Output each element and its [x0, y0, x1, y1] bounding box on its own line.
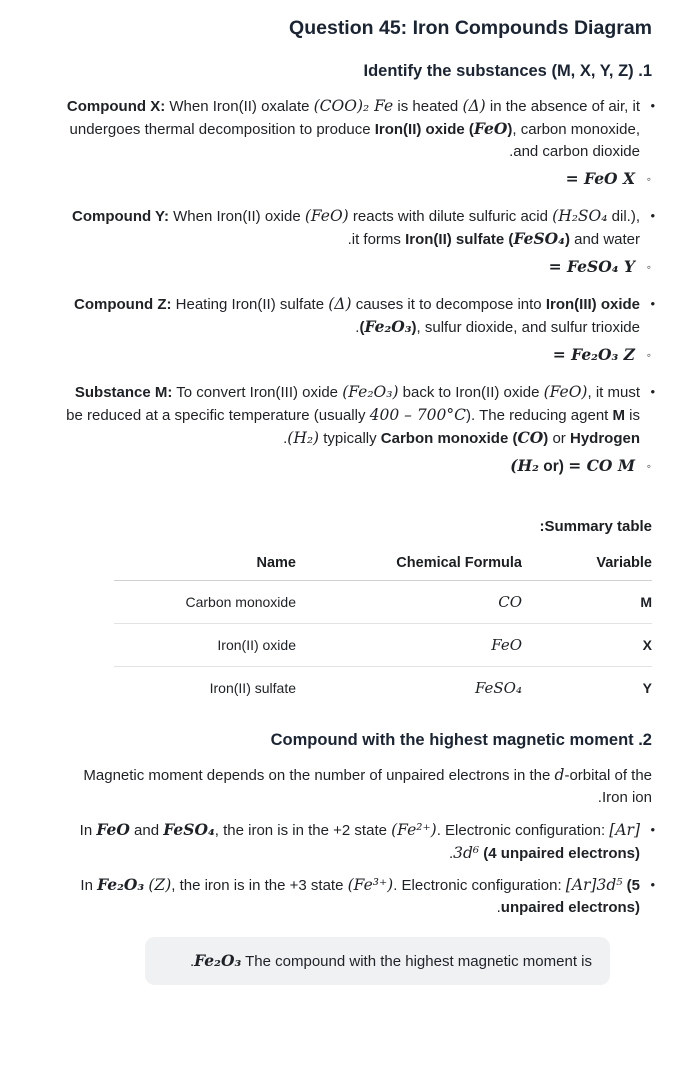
list-item-fe2-state: [48, 819, 655, 865]
text-segment: (Fe₂O₃): [342, 383, 399, 402]
list-item-fe3-state: [48, 874, 655, 919]
result-x-formula: [566, 171, 635, 188]
text-segment: (Fe²⁺): [391, 821, 437, 840]
text-line: [48, 228, 640, 251]
text-segment: FeO: [96, 820, 130, 840]
text-segment: ). The reducing agent: [466, 407, 613, 425]
text-segment: .: [189, 953, 195, 971]
text-segment: Fe₂O₃: [364, 317, 412, 337]
result-y-formula: [549, 259, 635, 276]
circle-bullet-icon: ◦: [646, 172, 651, 187]
text-segment: d: [554, 766, 565, 785]
answer-box: [145, 937, 610, 985]
circle-bullet-icon: ◦: [646, 260, 651, 275]
text-segment: To convert Iron(III) oxide: [172, 384, 343, 402]
section1-heading: Identify the substances (M, X, Y, Z) .1: [363, 62, 652, 81]
text-segment: Fe₂O₃: [97, 875, 145, 895]
table-cell-var: Y: [642, 680, 652, 697]
magnetic-moment-paragraph: [48, 764, 652, 809]
text-segment: Substance M:: [74, 384, 173, 402]
text-segment: ): [411, 319, 417, 337]
text-segment: (Fe³⁺): [347, 876, 394, 895]
bullet-icon: •: [650, 822, 655, 838]
text-segment: In: [80, 877, 98, 895]
text-segment: .: [448, 845, 454, 863]
text-segment: (FeO): [543, 383, 588, 402]
text-segment: = FeSO₄: [548, 257, 624, 277]
text-segment: 3d⁶: [453, 844, 480, 863]
text-segment: = Fe₂O₃: [552, 345, 624, 365]
text-segment: ): [564, 231, 570, 249]
table-row: [114, 581, 652, 624]
text-segment: (H₂): [287, 429, 320, 448]
text-segment: Compound Z:: [74, 296, 172, 314]
text-segment: reacts with dilute sulfuric acid: [348, 208, 553, 226]
text-segment: Iron(II) sulfate (: [405, 231, 514, 249]
text-segment: and water: [569, 231, 640, 249]
text-segment: .Iron ion: [597, 789, 652, 807]
text-segment: , carbon monoxide,: [512, 121, 640, 139]
text-segment: = CO: [568, 456, 618, 476]
text-segment: When Iron(II) oxalate: [165, 98, 314, 116]
text-segment: .and carbon dioxide: [509, 143, 640, 161]
table-cell-name: Iron(II) sulfate: [209, 680, 296, 697]
text-segment: undergoes thermal decomposition to produce: [69, 121, 375, 139]
text-segment: .it forms: [347, 231, 406, 249]
table-cell-formula: CO: [296, 581, 522, 624]
text-segment: Z: [623, 345, 635, 365]
text-line: [48, 118, 640, 141]
table-cell-name: Carbon monoxide: [114, 581, 296, 624]
text-segment: (: [359, 319, 365, 337]
text-line: [48, 404, 640, 427]
text-segment: (FeO): [304, 207, 349, 226]
table-row: [114, 624, 652, 667]
text-segment: X: [622, 169, 635, 189]
text-segment: or): [538, 458, 569, 476]
compound-x-text: [48, 95, 640, 163]
text-segment: unpaired electrons): [500, 899, 640, 917]
text-segment: Iron(II) oxide (: [374, 121, 474, 139]
text-segment: FeSO₄: [163, 820, 215, 840]
table-cell-formula: FeSO₄: [474, 679, 522, 698]
text-line: [48, 764, 652, 787]
text-line: [48, 874, 640, 897]
compound-z-text: [48, 293, 640, 339]
text-line: [48, 316, 640, 339]
substance-m-text: [48, 381, 640, 450]
text-segment: (H₂SO₄: [552, 207, 608, 226]
text-line: [48, 897, 640, 919]
text-segment: (H₂: [510, 456, 539, 476]
text-segment: or: [548, 430, 570, 448]
text-segment: back to Iron(II) oxide: [398, 384, 544, 402]
text-line: [48, 95, 640, 118]
text-segment: . Electronic configuration:: [436, 822, 610, 840]
text-segment: Fe₂O₃: [194, 951, 242, 971]
text-segment: Compound X:: [66, 98, 166, 116]
text-line: [48, 381, 640, 404]
text-segment: , the iron is in the +2 state: [214, 822, 392, 840]
text-segment: Hydrogen: [569, 430, 640, 448]
result-z-formula: [553, 347, 635, 364]
text-segment: Magnetic moment depends on the number of unpaired electrons in the: [83, 767, 555, 785]
result-line-m: [48, 455, 651, 478]
text-segment: FeO: [473, 119, 508, 139]
circle-bullet-icon: ◦: [646, 348, 651, 363]
column-header-variable: Variable: [522, 548, 652, 581]
list-item-compound-x: [48, 95, 655, 191]
text-line: [48, 293, 640, 316]
text-segment: .: [496, 899, 501, 917]
text-segment: dil.),: [607, 208, 640, 226]
text-segment: (Z): [148, 876, 172, 895]
text-segment: -orbital of the: [564, 767, 652, 785]
text-segment: Compound Y:: [72, 208, 169, 226]
section2: [48, 731, 655, 919]
list-item-compound-z: [48, 293, 655, 367]
text-line: [48, 141, 640, 163]
text-segment: (5: [626, 877, 640, 895]
text-segment: , sulfur dioxide, and sulfur trioxide: [416, 319, 640, 337]
section2-heading: Compound with the highest magnetic moment .2: [270, 731, 652, 750]
bullet-icon: •: [650, 384, 655, 400]
table-row: [114, 667, 652, 710]
text-segment: Y: [623, 257, 635, 277]
text-segment: Heating Iron(II) sulfate: [171, 296, 329, 314]
fe3-state-text: [48, 874, 640, 919]
text-line: [48, 842, 640, 865]
text-line: [48, 819, 640, 842]
bullet-icon: •: [650, 296, 655, 312]
page-title: Question 45: Iron Compounds Diagram: [289, 17, 652, 39]
text-segment: be reduced at a specific temperature (usually: [66, 407, 370, 425]
text-segment: and: [129, 822, 164, 840]
text-segment: , it must: [587, 384, 640, 402]
text-segment: 400 – 700°C: [369, 406, 467, 425]
text-line: [48, 205, 640, 228]
bullet-icon: •: [650, 208, 655, 224]
summary-table-body: [114, 581, 652, 710]
bullet-icon: •: [650, 877, 655, 893]
text-segment: When Iron(II) oxide: [168, 208, 305, 226]
text-segment: , the iron is in the +3 state: [171, 877, 348, 895]
text-segment: is: [625, 407, 640, 425]
text-segment: FeSO₄: [513, 229, 565, 249]
text-segment: typically: [319, 430, 381, 448]
result-m-formula: [510, 458, 635, 475]
text-segment: .: [355, 319, 360, 337]
text-segment: [Ar]3d⁵: [565, 876, 623, 895]
circle-bullet-icon: ◦: [646, 459, 651, 474]
text-segment: CO: [517, 428, 544, 448]
table-cell-var: X: [522, 624, 652, 667]
result-line-x: [48, 168, 651, 191]
text-segment: M: [617, 456, 635, 476]
text-segment: The compound with the highest magnetic moment is: [241, 953, 592, 971]
text-segment: [Ar]: [609, 821, 640, 840]
table-cell-name: Iron(II) oxide: [114, 624, 296, 667]
text-segment: (Δ): [328, 295, 352, 314]
text-segment: (Δ): [462, 97, 486, 116]
text-line: [48, 427, 640, 450]
text-segment: M: [612, 407, 625, 425]
text-segment: In: [79, 822, 97, 840]
text-segment: = FeO: [565, 169, 623, 189]
text-segment: (COO)₂ Fe: [313, 97, 394, 116]
column-header-chemical-formula: Chemical Formula: [296, 548, 522, 581]
column-header-name: Name: [114, 548, 296, 581]
table-cell-var: M: [522, 581, 652, 624]
text-segment: ): [543, 430, 549, 448]
list-item-compound-y: [48, 205, 655, 279]
text-segment: ): [507, 121, 513, 139]
text-segment: in the absence of air, it: [485, 98, 640, 116]
section1-list: [48, 95, 655, 478]
text-segment: Iron(III) oxide: [545, 296, 640, 314]
fe2-state-text: [48, 819, 640, 865]
text-segment: .: [283, 430, 288, 448]
text-segment: (4 unpaired electrons): [483, 845, 640, 863]
text-segment: causes it to decompose into: [351, 296, 546, 314]
summary-table-heading: :Summary table: [539, 518, 652, 536]
bullet-icon: •: [650, 98, 655, 114]
text-segment: Carbon monoxide (: [380, 430, 518, 448]
summary-table: [114, 548, 652, 709]
text-line: [48, 787, 652, 809]
text-segment: is heated: [393, 98, 463, 116]
result-line-y: [48, 256, 651, 279]
summary-table-header-row: [114, 548, 652, 581]
list-item-substance-m: [48, 381, 655, 478]
compound-y-text: [48, 205, 640, 251]
result-line-z: [48, 344, 651, 367]
text-segment: . Electronic configuration:: [393, 877, 566, 895]
table-cell-formula: FeO: [296, 624, 522, 667]
